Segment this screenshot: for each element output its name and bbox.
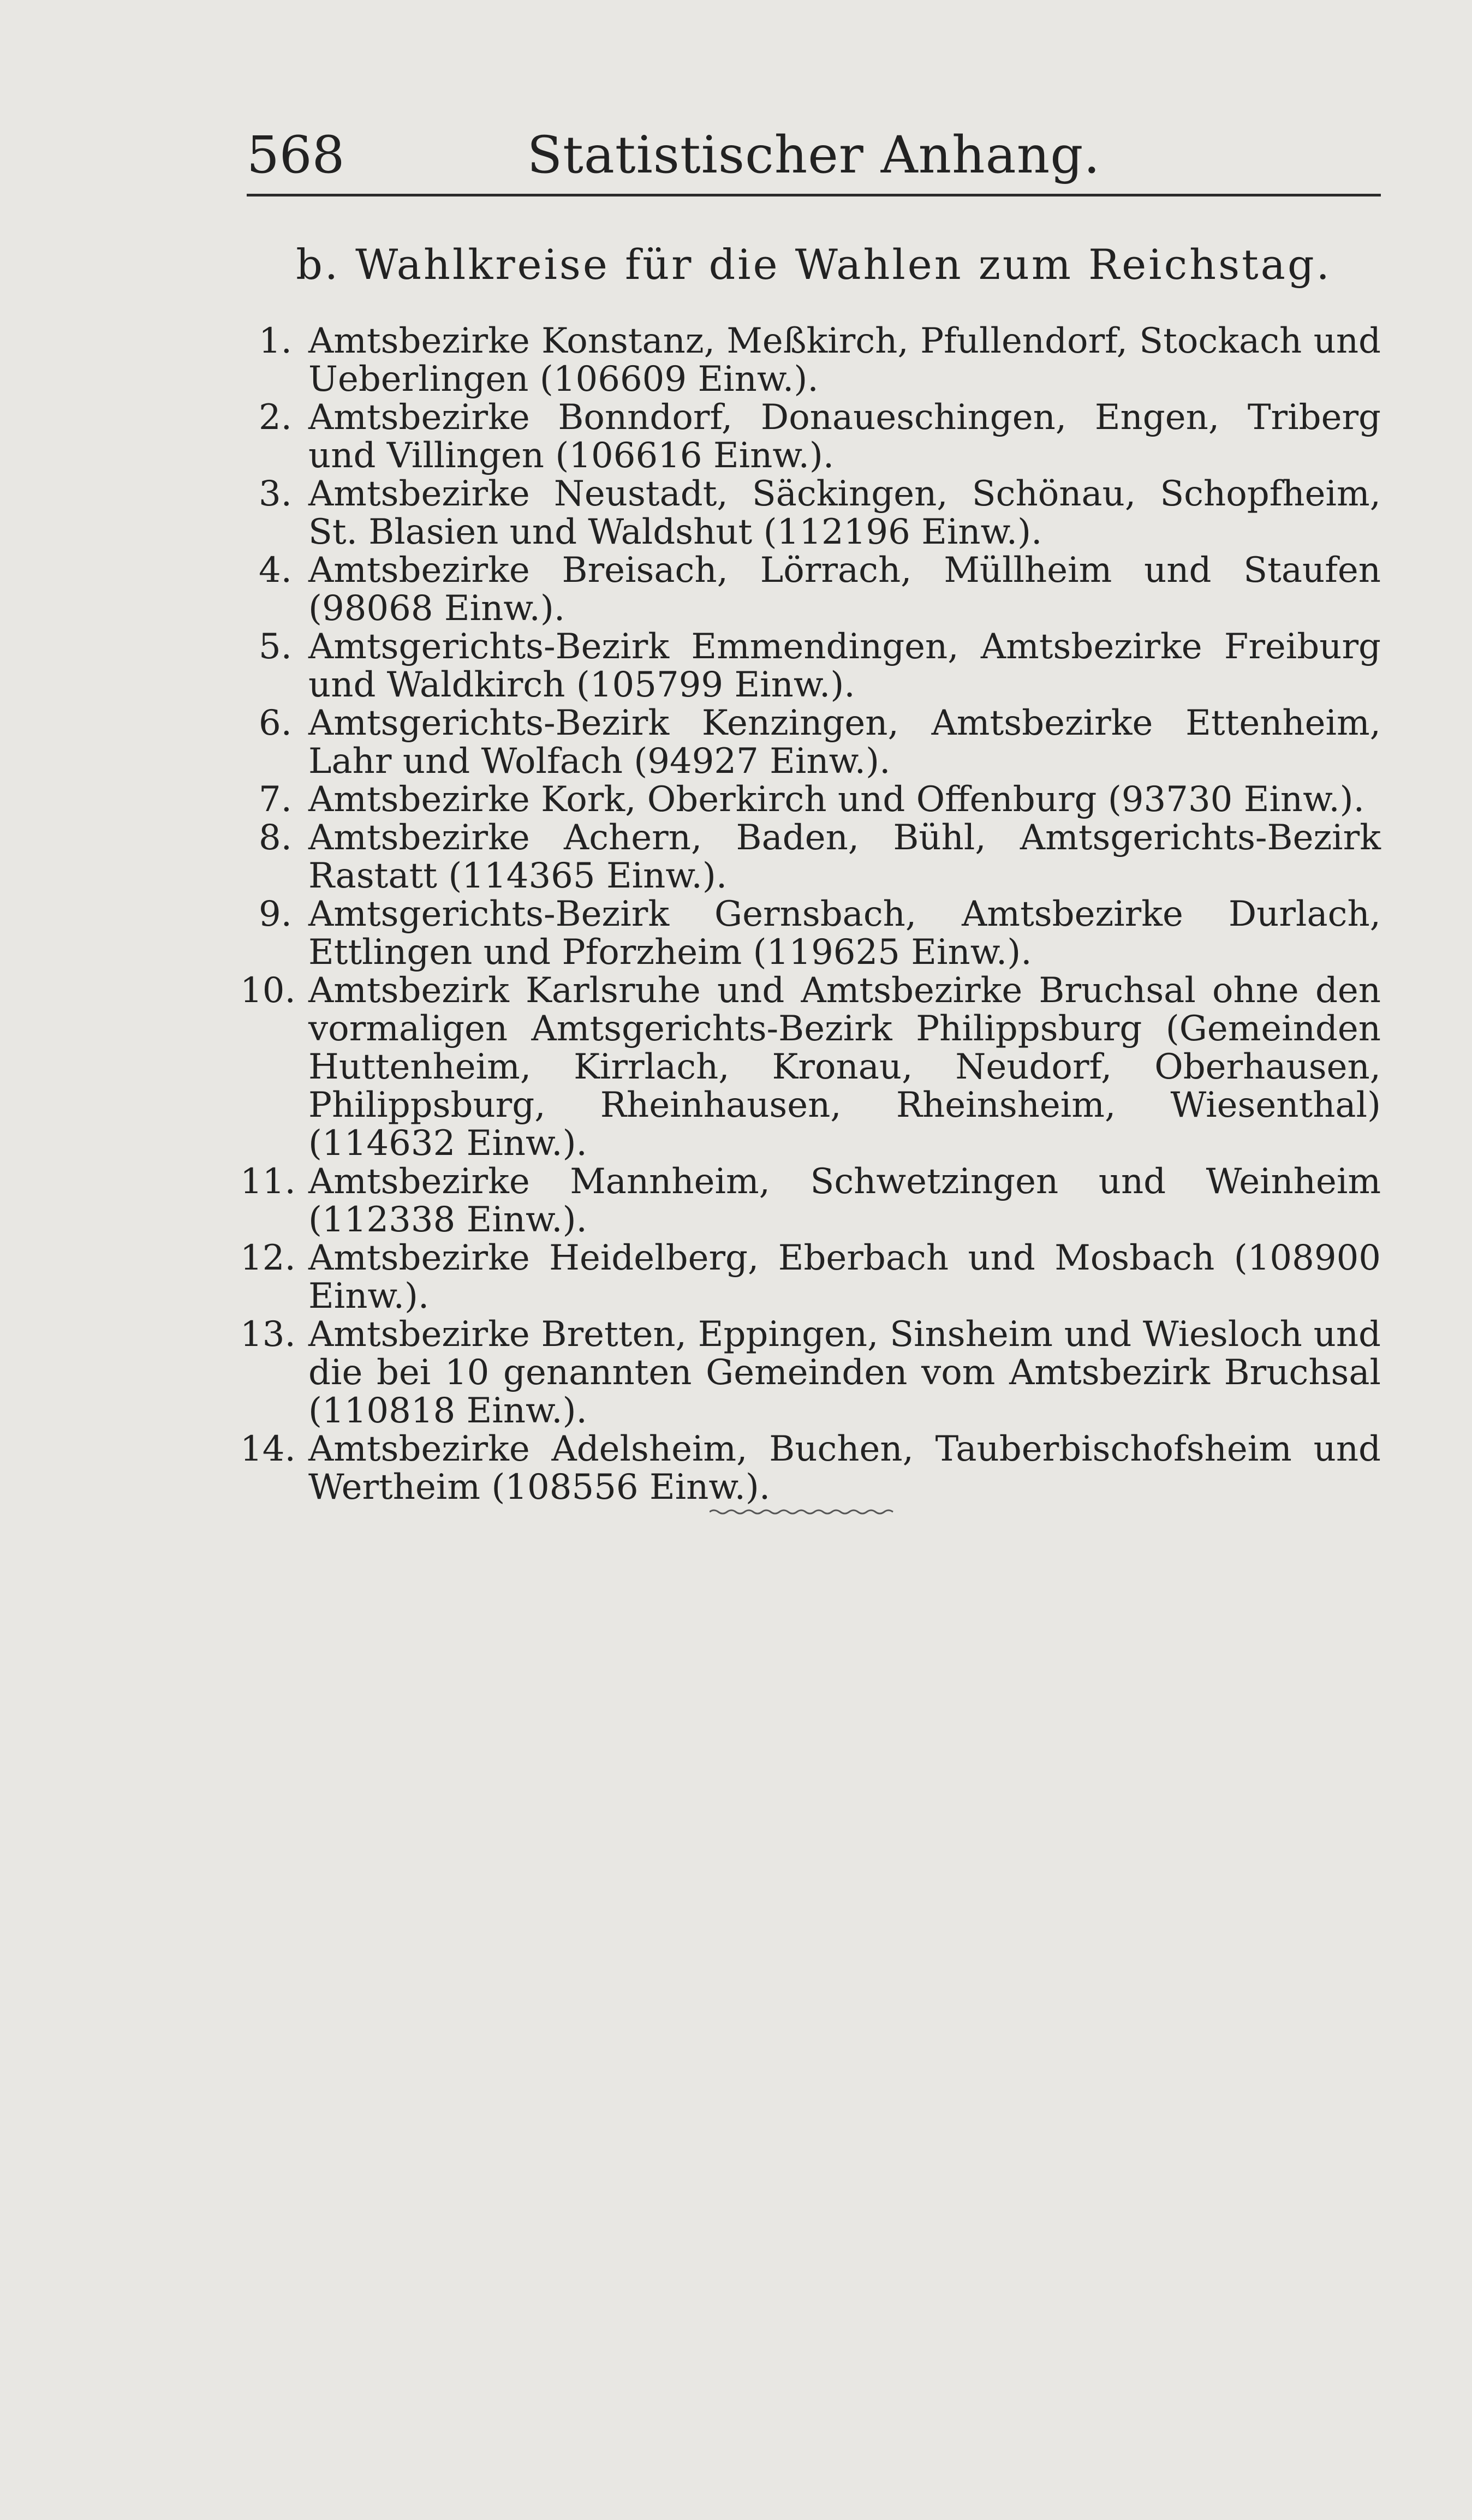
- list-item: [240, 781, 1381, 819]
- item-number: 1.: [258, 321, 292, 361]
- page-number: 568: [247, 126, 345, 185]
- item-number: 10.: [240, 970, 296, 1011]
- item-text: Amtsbezirke Bretten, Eppingen, Sinsheim und Wiesloch und die bei 10 genannten Gemeinden vom Amtsbezirk Bruchsal (110818 Einw.).: [308, 1314, 1381, 1431]
- item-text: Amtsbezirke Adelsheim, Buchen, Tauberbischofsheim und Wertheim (108556 Einw.).: [308, 1429, 1381, 1508]
- item-number: 4.: [258, 550, 292, 591]
- list-item: [240, 475, 1381, 551]
- item-text: Amtsbezirke Bonndorf, Donaueschingen, Engen, Triberg und Villingen (106616 Einw.).: [308, 397, 1381, 476]
- item-text: Amtsbezirke Heidelberg, Eberbach und Mosbach (108900 Einw.).: [308, 1238, 1381, 1316]
- item-number: 11.: [240, 1161, 296, 1202]
- list-item: [240, 1315, 1381, 1430]
- list-item: [240, 628, 1381, 704]
- list-item: [240, 551, 1381, 628]
- item-text: Amtsbezirk Karlsruhe und Amtsbezirke Bruchsal ohne den vormaligen Amtsgerichts-Bezirk Philippsburg (Gemeinden Huttenheim, Kirrlach, Kronau, Neudorf, Oberhausen, Philippsburg, Rheinhausen, Rheinsheim, Wiesenthal) (114632 Einw.).: [308, 970, 1381, 1164]
- item-number: 6.: [258, 703, 292, 743]
- item-number: 2.: [258, 397, 292, 438]
- constituency-list: [240, 322, 1381, 1506]
- item-text: Amtsbezirke Neustadt, Säckingen, Schönau, Schopfheim, St. Blasien und Waldshut (112196 Einw.).: [308, 474, 1381, 552]
- running-title: Statistischer Anhang.: [527, 126, 1101, 185]
- list-item: [240, 972, 1381, 1163]
- item-number: 5.: [258, 627, 292, 667]
- wavy-ornament: [710, 1508, 895, 1516]
- item-number: 13.: [240, 1314, 296, 1355]
- page-header: [247, 123, 1381, 188]
- list-item: [240, 1163, 1381, 1239]
- item-number: 8.: [258, 818, 292, 858]
- item-text: Amtsgerichts-Bezirk Kenzingen, Amtsbezirke Ettenheim, Lahr und Wolfach (94927 Einw.).: [308, 703, 1381, 782]
- list-item: [240, 819, 1381, 895]
- item-text: Amtsbezirke Kork, Oberkirch und Offenburg (93730 Einw.).: [308, 779, 1364, 820]
- list-item: [240, 1430, 1381, 1506]
- item-number: 9.: [258, 894, 292, 934]
- header-rule: [247, 194, 1381, 196]
- item-number: 12.: [240, 1238, 296, 1278]
- list-item: [240, 398, 1381, 475]
- item-text: Amtsbezirke Breisach, Lörrach, Müllheim und Staufen (98068 Einw.).: [308, 550, 1381, 629]
- item-number: 7.: [258, 779, 292, 820]
- item-text: Amtsgerichts-Bezirk Emmendingen, Amtsbezirke Freiburg und Waldkirch (105799 Einw.).: [308, 627, 1381, 705]
- item-text: Amtsbezirke Konstanz, Meßkirch, Pfullendorf, Stockach und Ueberlingen (106609 Einw.).: [308, 321, 1381, 400]
- list-item: [240, 322, 1381, 398]
- list-item: [240, 1239, 1381, 1315]
- item-text: Amtsbezirke Mannheim, Schwetzingen und Weinheim (112338 Einw.).: [308, 1161, 1381, 1240]
- item-number: 14.: [240, 1429, 296, 1469]
- list-item: [240, 704, 1381, 781]
- section-title: b. Wahlkreise für die Wahlen zum Reichstag.: [296, 240, 1332, 289]
- item-number: 3.: [258, 474, 292, 514]
- list-item: [240, 895, 1381, 972]
- item-text: Amtsgerichts-Bezirk Gernsbach, Amtsbezirke Durlach, Ettlingen und Pforzheim (119625 Einw.).: [308, 894, 1381, 973]
- item-text: Amtsbezirke Achern, Baden, Bühl, Amtsgerichts-Bezirk Rastatt (114365 Einw.).: [308, 818, 1381, 896]
